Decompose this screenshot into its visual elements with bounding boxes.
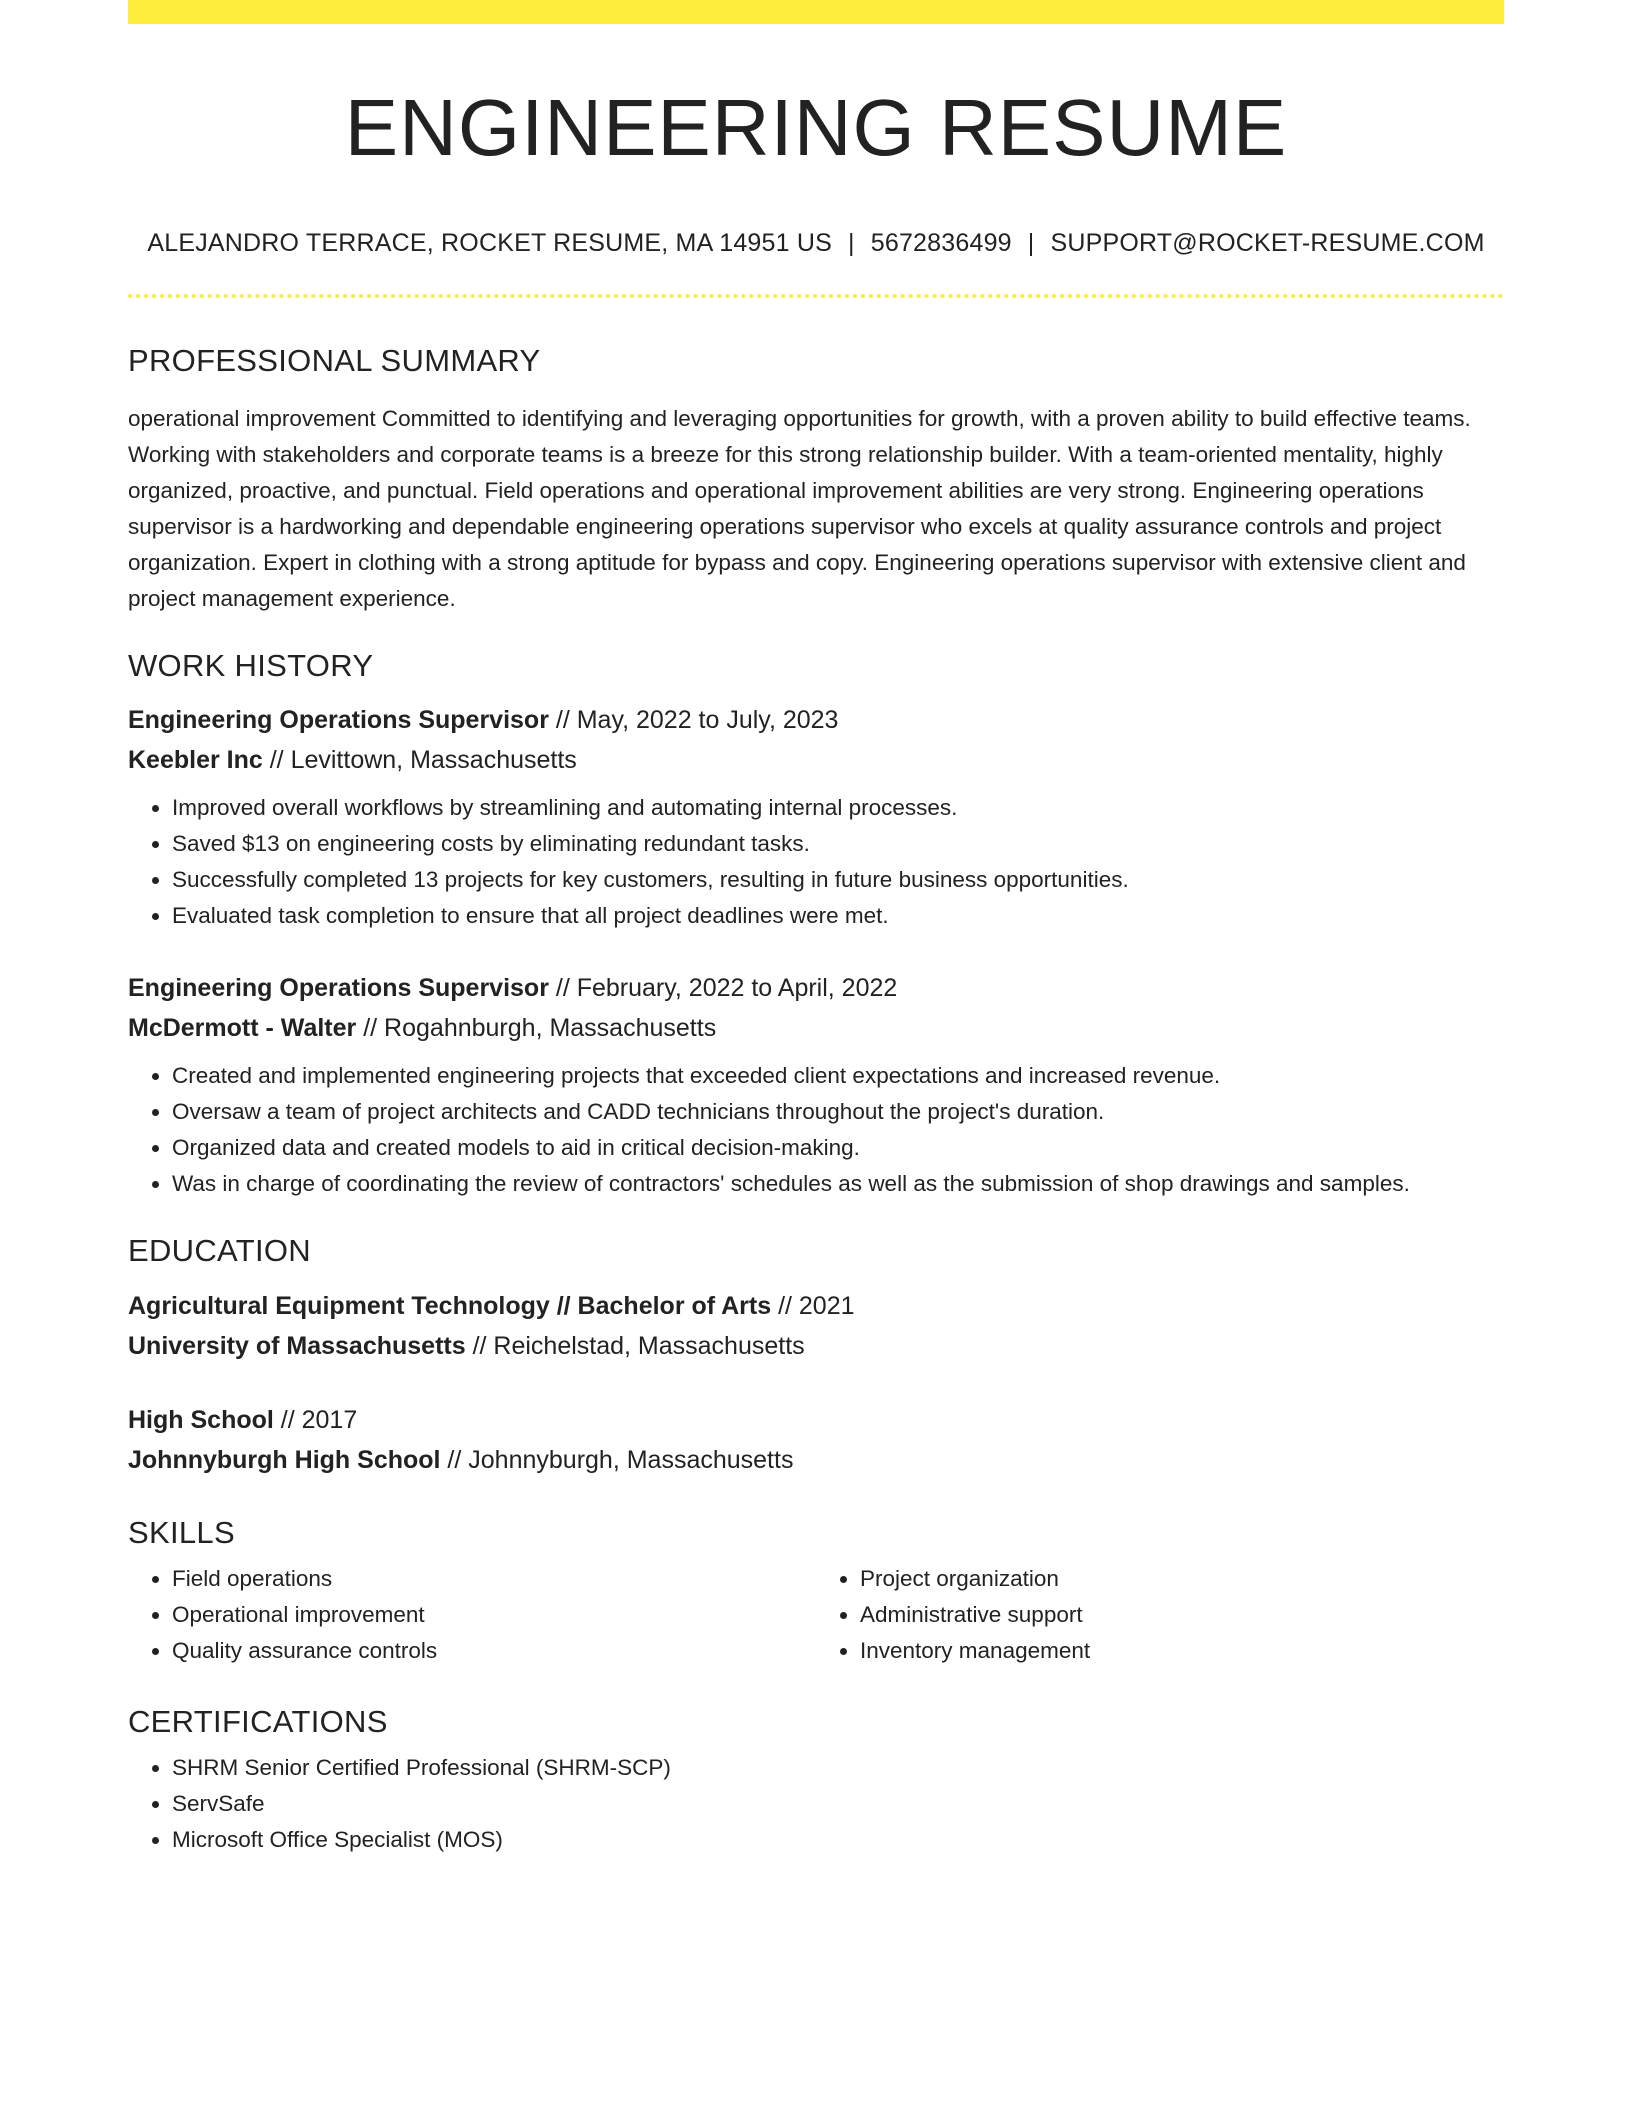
accent-top-bar (128, 0, 1504, 24)
job-company-line (128, 1008, 1504, 1048)
job-bullet: • Successfully completed 13 projects for key customers, resulting in future business opportunities. (172, 862, 1504, 898)
certifications-list (128, 1750, 1504, 1858)
skills-column-left (128, 1561, 816, 1669)
contact-separator: | (848, 229, 855, 257)
degree-line (128, 1400, 1504, 1440)
resume-title: ENGINEERING RESUME (344, 83, 1288, 172)
job-entry (128, 968, 1504, 1202)
job-bullet: • Saved $13 on engineering costs by eliminating redundant tasks. (172, 826, 1504, 862)
contact-line (128, 228, 1504, 258)
job-bullet: • Improved overall workflows by streamlining and automating internal processes. (172, 790, 1504, 826)
school-location: // Johnnyburgh, Massachusetts (440, 1445, 794, 1474)
certification-item: • SHRM Senior Certified Professional (SHRM-SCP) (172, 1750, 1504, 1786)
summary-text: operational improvement Committed to identifying and leveraging opportunities for growth, with a proven ability to build effective teams. Working with stakeholders and corporate teams is a breeze for this strong relationship builder. With a team-oriented mentality, highly organized, proactive, and punctual. Field operations and operational improvement abilities are very strong. Engineering operations supervisor is a hardworking and dependable engineering operations supervisor who excels at quality assurance controls and project organization. Expert in clothing with a strong aptitude for bypass and copy. Engineering operations supervisor with extensive client and project management experience. (128, 406, 1471, 612)
job-company: McDermott - Walter (128, 1014, 357, 1043)
job-bullet: • Organized data and created models to aid in critical decision-making. (172, 1130, 1504, 1166)
resume-page (128, 0, 1504, 1858)
school-location: // Reichelstad, Massachusetts (465, 1331, 805, 1360)
school-name: University of Massachusetts (128, 1331, 466, 1360)
skill-item: • Field operations (172, 1561, 816, 1597)
job-location: // Rogahnburgh, Massachusetts (356, 1014, 717, 1043)
contact-phone[interactable]: 5672836499 (870, 229, 1012, 257)
job-location: // Levittown, Massachusetts (262, 746, 577, 775)
contact-separator: | (1027, 229, 1035, 257)
education-heading: EDUCATION (128, 1233, 311, 1269)
skill-item: • Project organization (860, 1561, 1504, 1597)
certification-item: • Microsoft Office Specialist (MOS) (172, 1822, 1504, 1858)
school-name: Johnnyburgh High School (128, 1445, 441, 1474)
job-entry (128, 700, 1504, 934)
job-role: Engineering Operations Supervisor (128, 974, 549, 1003)
skill-item: • Quality assurance controls (172, 1633, 816, 1669)
graduation-year: // 2017 (273, 1405, 358, 1434)
certifications-heading: CERTIFICATIONS (128, 1703, 388, 1739)
contact-email[interactable]: SUPPORT@ROCKET-RESUME.COM (1050, 229, 1485, 257)
job-bullets (128, 790, 1504, 934)
skills-column-right (816, 1561, 1504, 1669)
job-dates: // February, 2022 to April, 2022 (548, 974, 898, 1003)
contact-address: ALEJANDRO TERRACE, ROCKET RESUME, MA 14951 US (147, 229, 833, 257)
work-history-heading: WORK HISTORY (128, 648, 374, 684)
skill-item: • Inventory management (860, 1633, 1504, 1669)
job-title-line (128, 700, 1504, 740)
degree: High School (128, 1405, 274, 1434)
skill-item: • Administrative support (860, 1597, 1504, 1633)
job-company: Keebler Inc (128, 746, 263, 775)
job-dates: // May, 2022 to July, 2023 (548, 706, 839, 735)
certification-item: • ServSafe (172, 1786, 1504, 1822)
degree: Agricultural Equipment Technology // Bachelor of Arts (128, 1291, 772, 1320)
degree-line (128, 1286, 1504, 1326)
school-line (128, 1326, 1504, 1366)
skills-grid (128, 1561, 1504, 1669)
school-line (128, 1440, 1504, 1480)
job-bullet: • Created and implemented engineering projects that exceeded client expectations and increased revenue. (172, 1058, 1504, 1094)
education-entry (128, 1400, 1504, 1480)
job-bullet: • Oversaw a team of project architects and CADD technicians throughout the project's duration. (172, 1094, 1504, 1130)
job-bullet: • Was in charge of coordinating the review of contractors' schedules as well as the submission of shop drawings and samples. (172, 1166, 1504, 1202)
education-entry (128, 1286, 1504, 1366)
job-bullet: • Evaluated task completion to ensure that all project deadlines were met. (172, 898, 1504, 934)
job-role: Engineering Operations Supervisor (128, 706, 549, 735)
skill-item: • Operational improvement (172, 1597, 816, 1633)
graduation-year: // 2021 (771, 1291, 855, 1320)
summary-heading: PROFESSIONAL SUMMARY (128, 343, 541, 378)
skills-heading: SKILLS (128, 1514, 235, 1550)
job-bullets (128, 1058, 1504, 1202)
job-title-line (128, 968, 1504, 1008)
job-company-line (128, 740, 1504, 780)
dotted-divider (128, 294, 1504, 298)
